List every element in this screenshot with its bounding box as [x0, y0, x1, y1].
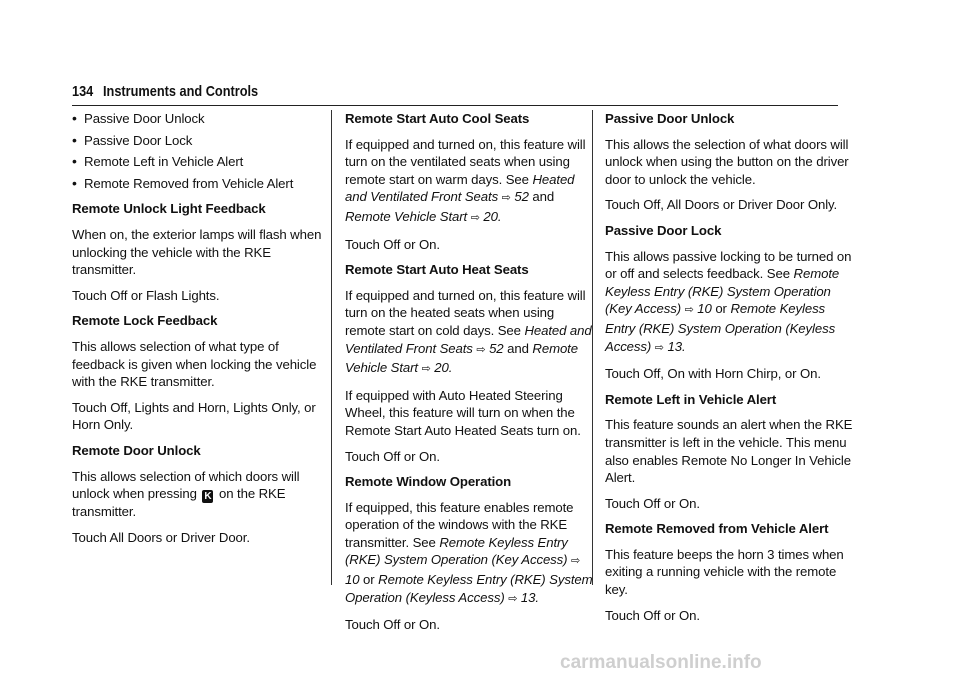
section-heading: Remote Start Auto Cool Seats	[345, 111, 530, 126]
paragraph: This feature sounds an alert when the RKE transmitter is left in the vehicle. This menu also enables Remote No Longer In Vehicle Alert.	[605, 417, 853, 486]
list-item: • Passive Door Lock	[72, 132, 322, 150]
text: This allows selection of which doors will unlock when pressing	[72, 468, 300, 502]
paragraph: Touch Off or On.	[345, 448, 440, 464]
page-ref[interactable]: 20	[434, 360, 449, 376]
page-ref[interactable]: 10	[697, 301, 712, 317]
text: If equipped and turned on, this feature will turn on the heated seats when using remote start on cold days. See	[345, 287, 586, 338]
column-right	[605, 110, 855, 632]
section-heading: Remote Left in Vehicle Alert	[605, 391, 777, 407]
list-item: • Remote Left in Vehicle Alert	[72, 153, 322, 171]
paragraph: Touch Off or On.	[345, 236, 440, 252]
paragraph: Touch Off or Flash Lights.	[72, 287, 220, 303]
cross-reference-link[interactable]: Remote Vehicle Start	[345, 208, 468, 224]
column-left	[72, 110, 322, 554]
paragraph: If equipped and turned on, this feature will turn on the heated seats when using remote start on cold days. See Heated and Ventilated Front Seats ⇨ 52 and Remote Vehicle Start ⇨ 20.	[345, 287, 592, 376]
cross-reference-link[interactable]: Remote Keyless Entry (RKE) System Operation (Keyless Access)	[345, 572, 593, 605]
section-heading: Remote Window Operation	[345, 474, 512, 490]
column-middle	[345, 110, 595, 642]
text: on the RKE transmitter.	[72, 486, 286, 520]
paragraph: This allows the selection of what doors will unlock when using the button on the driver door to unlock the vehicle.	[605, 136, 849, 187]
watermark: carmanualsonline.info	[560, 652, 762, 673]
paragraph: This allows passive locking to be turned on or off and selects feedback. See Remote Keyless Entry (RKE) System Operation (Key Access) ⇨ 10 or Remote Keyless Entry (RKE) System Operation (Keyless Access) ⇨ 13.	[605, 248, 852, 354]
section-title: Instruments and Controls	[103, 83, 259, 100]
paragraph: This feature beeps the horn 3 times when exiting a running vehicle with the remote key.	[605, 546, 844, 598]
column-divider	[331, 110, 332, 585]
paragraph: If equipped, this feature enables remote operation of the windows with the RKE transmitter. See Remote Keyless Entry (RKE) System Operation (Key Access) ⇨ 10 or Remote Keyless Entry (RKE) System Operation (Keyless Access) ⇨ 13.	[345, 499, 593, 605]
paragraph: Touch Off, Lights and Horn, Lights Only, or Horn Only.	[72, 399, 316, 433]
paragraph: This allows selection of what type of feedback is given when locking the vehicle with the RKE transmitter.	[72, 338, 317, 390]
text: and	[532, 189, 555, 205]
page-header	[72, 83, 838, 106]
paragraph: If equipped and turned on, this feature will turn on the ventilated seats when using remote start on warm days. See Heated and Ventilated Front Seats ⇨ 52 and Remote Vehicle Start ⇨ 20.	[345, 136, 586, 224]
section-heading: Passive Door Lock	[605, 222, 722, 238]
page-ref[interactable]: 20	[483, 208, 498, 224]
page-ref[interactable]: 52	[489, 340, 504, 356]
arrow-icon: ⇨	[421, 363, 431, 376]
unlock-key-icon: K	[204, 491, 212, 503]
cross-reference-link[interactable]: Remote Vehicle Start	[345, 340, 578, 376]
text: This allows passive locking to be turned on or off and selects feedback. See	[605, 248, 852, 282]
list-item: • Passive Door Unlock	[72, 110, 322, 128]
section-heading: Remote Removed from Vehicle Alert	[605, 521, 829, 537]
arrow-icon: ⇨	[684, 304, 694, 317]
arrow-icon: ⇨	[470, 211, 480, 224]
text: If equipped and turned on, this feature will turn on the ventilated seats when using remote start on warm days. See	[345, 136, 586, 187]
paragraph: Touch Off, All Doors or Driver Door Only.	[605, 197, 838, 213]
paragraph: Touch Off or On.	[605, 607, 700, 623]
arrow-icon: ⇨	[501, 192, 511, 205]
section-heading: Remote Unlock Light Feedback	[72, 201, 266, 217]
paragraph: Touch Off or On.	[605, 495, 700, 511]
paragraph: When on, the exterior lamps will flash when unlocking the vehicle with the RKE transmitter.	[72, 226, 322, 278]
text: or	[363, 572, 375, 588]
section-heading: Passive Door Unlock	[605, 111, 735, 126]
page-ref[interactable]: 13	[520, 589, 536, 605]
page-ref[interactable]: 10	[345, 572, 360, 588]
paragraph	[72, 468, 322, 521]
page-number: 134	[72, 83, 94, 100]
arrow-icon: ⇨	[571, 555, 581, 568]
cross-reference-link[interactable]: Heated and Ventilated Front Seats	[345, 171, 575, 205]
section-heading: Remote Start Auto Heat Seats	[345, 262, 529, 278]
cross-reference-link[interactable]: Remote Keyless Entry (RKE) System Operation (Keyless Access)	[605, 301, 836, 354]
arrow-icon: ⇨	[654, 341, 664, 354]
paragraph: If equipped with Auto Heated Steering Wheel, this feature will turn on when the Remote Start Auto Heated Seats turn on.	[345, 387, 581, 438]
page-ref[interactable]: 13	[667, 338, 682, 354]
section-heading: Remote Door Unlock	[72, 442, 201, 458]
paragraph: Touch All Doors or Driver Door.	[72, 529, 250, 545]
arrow-icon: ⇨	[476, 343, 486, 356]
text: If equipped, this feature enables remote operation of the windows with the RKE transmitter. See	[345, 499, 574, 550]
cross-reference-link[interactable]: Heated and Ventilated Front Seats	[345, 322, 592, 356]
text: or	[715, 301, 727, 317]
page-ref[interactable]: 52	[514, 189, 529, 205]
arrow-icon: ⇨	[508, 592, 518, 605]
section-heading: Remote Lock Feedback	[72, 313, 218, 329]
cross-reference-link[interactable]: Remote Keyless Entry (RKE) System Operation (Key Access)	[605, 266, 840, 317]
text: and	[507, 340, 529, 356]
paragraph: Touch Off, On with Horn Chirp, or On.	[605, 366, 821, 382]
list-item: • Remote Removed from Vehicle Alert	[72, 175, 322, 193]
paragraph: Touch Off or On.	[345, 617, 440, 633]
cross-reference-link[interactable]: Remote Keyless Entry (RKE) System Operation (Key Access)	[345, 534, 568, 568]
